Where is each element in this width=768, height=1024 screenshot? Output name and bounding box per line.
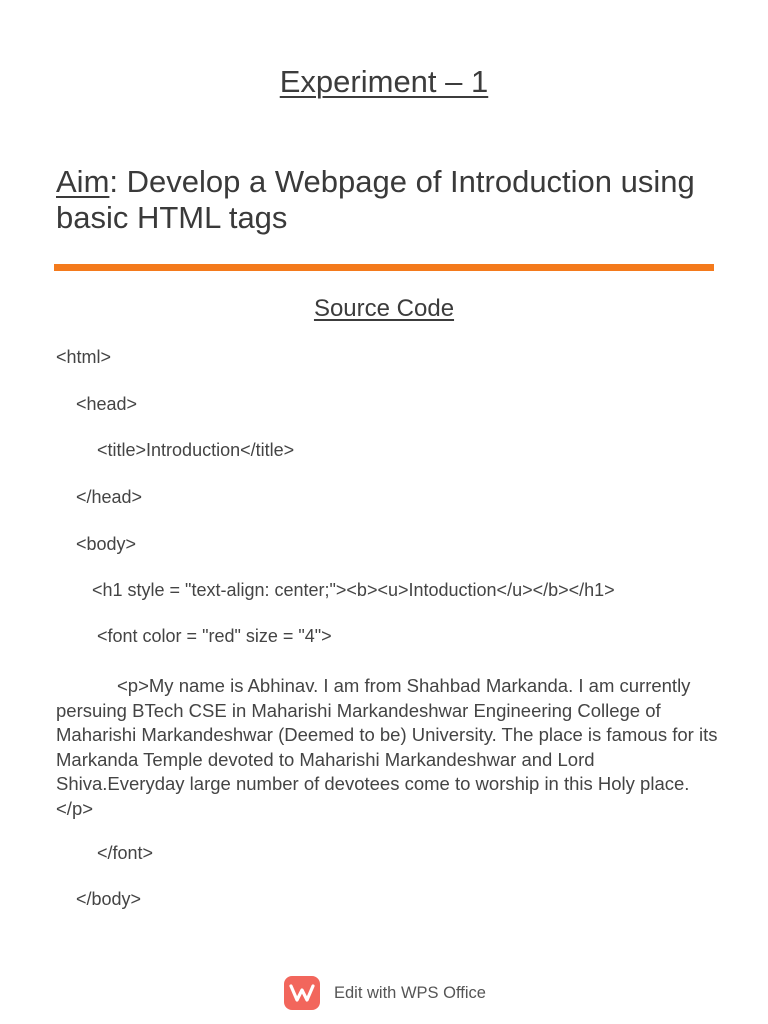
code-line-h1: <h1 style = "text-align: center;"><b><u>Intoduction</u></b></h1> — [92, 580, 615, 600]
code-line-head-close: </head> — [76, 487, 143, 507]
code-line-head-open: <head> — [76, 394, 138, 414]
code-line-body-close: </body> — [76, 889, 142, 909]
code-paragraph — [56, 674, 726, 821]
code-line-body-open: <body> — [76, 534, 137, 554]
wps-footer[interactable] — [284, 976, 486, 1010]
code-line-html-open: <html> — [56, 347, 112, 367]
section-heading: Source Code — [313, 295, 455, 322]
code-line-title: <title>Introduction</title> — [97, 440, 295, 460]
wps-footer-label[interactable]: Edit with WPS Office — [334, 983, 486, 1002]
code-line-font-open: <font color = "red" size = "4"> — [97, 626, 332, 646]
code-paragraph-text: <p>My name is Abhinav. I am from Shahbad Markanda. I am currently persuing BTech CSE in Maharishi Markandeshwar Engineering College of Maharishi Markandeshwar (Deemed to be) University. The place is famous for its Markanda Temple devoted to Maharishi Markandeshwar and Lord Shiva.Everyday large number of devotees come to worship in this Holy place. </p> — [56, 675, 718, 819]
wps-office-logo-icon — [284, 976, 320, 1010]
aim-statement — [56, 164, 716, 236]
experiment-title: Experiment – 1 — [279, 64, 489, 99]
orange-divider — [54, 264, 714, 271]
aim-label: Aim — [56, 164, 110, 199]
aim-text: : Develop a Webpage of Introduction using basic HTML tags — [56, 164, 695, 235]
code-line-font-close: </font> — [97, 843, 154, 863]
